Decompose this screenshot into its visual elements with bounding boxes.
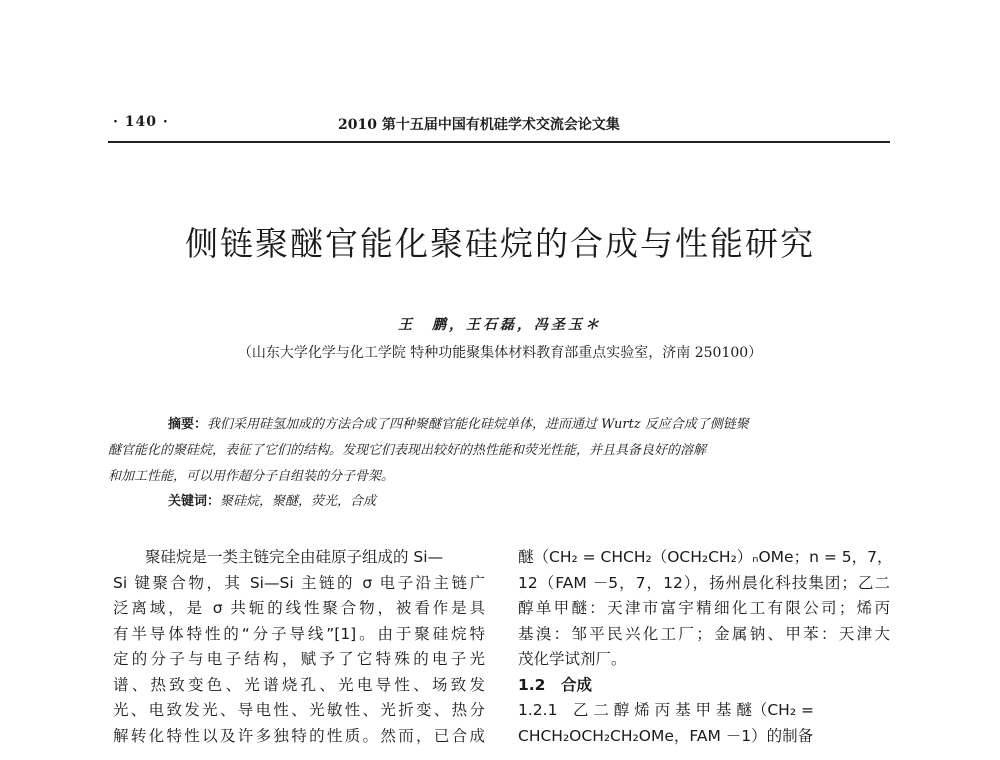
body-line: 谱、热致变色、光谱烧孔、光电导性、场致发	[113, 675, 485, 694]
affiliation: （山东大学化学与化工学院 特种功能聚集体材料教育部重点实验室，济南 250100）	[237, 345, 763, 361]
body-line: 茂化学试剂厂。	[518, 650, 627, 668]
paper-title: 侧链聚醚官能化聚硅烷的合成与性能研究	[185, 224, 815, 263]
abstract-label: 摘要：	[168, 417, 208, 432]
right-column	[518, 545, 893, 749]
abstract-line: 醚官能化的聚硅烷，表征了它们的结构。发现它们表现出较好的热性能和荧光性能，并且具备良好的溶解	[108, 443, 707, 458]
body-line: 12（FAM －5，7，12），扬州晨化科技集团；乙二	[518, 573, 890, 592]
body-line: 聚硅烷是一类主链完全由硅原子组成的 Si—	[145, 548, 444, 566]
running-title: 2010 第十五届中国有机硅学术交流会论文集	[338, 117, 620, 133]
body-line: 泛离域，是 σ 共轭的线性聚合物，被看作是具	[113, 599, 485, 617]
abstract-line: 和加工性能，可以用作超分子自组装的分子骨架。	[108, 469, 395, 484]
abstract-line: 我们采用硅氢加成的方法合成了四种聚醚官能化硅烷单体，进而通过 Wurtz 反应合成了侧链聚	[207, 417, 749, 432]
body-line: 醇单甲醚：天津市富宇精细化工有限公司；烯丙	[518, 599, 890, 617]
body-line: 光、电致发光、导电性、光敏性、光折变、热分	[113, 701, 485, 719]
section-heading: 1.2 合成	[518, 675, 592, 694]
header-rule	[108, 141, 890, 143]
body-line: 有半导体特性的“分子导线”[1]。由于聚硅烷特	[113, 624, 485, 643]
page-number: · 140 ·	[113, 114, 169, 130]
body-line: 基溴：邹平民兴化工厂；金属钠、甲苯：天津大	[518, 624, 890, 643]
body-line: 醚（CH₂ = CHCH₂（OCH₂CH₂）ₙOMe；n = 5，7，	[518, 548, 893, 566]
body-line: Si 键聚合物，其 Si—Si 主链的 σ 电子沿主链广	[113, 573, 485, 592]
keywords-label: 关键词：	[168, 494, 221, 509]
author-list: 王 鹏，王石磊，冯圣玉＊	[398, 317, 602, 333]
subsection-heading: 1.2.1 乙 二 醇 烯 丙 基 甲 基 醚（CH₂ =	[518, 701, 814, 719]
page-header	[113, 108, 883, 136]
keywords	[168, 490, 868, 509]
body-line: CHCH₂OCH₂CH₂OMe，FAM －1）的制备	[518, 726, 814, 745]
body-line: 解转化特性以及许多独特的性质。然而，已合成	[113, 726, 485, 745]
left-column	[113, 545, 485, 749]
body-line: 定的分子与电子结构，赋予了它特殊的电子光	[113, 650, 485, 668]
abstract	[108, 412, 868, 490]
keywords-text: 聚硅烷，聚醚，荧光，合成	[220, 494, 377, 509]
